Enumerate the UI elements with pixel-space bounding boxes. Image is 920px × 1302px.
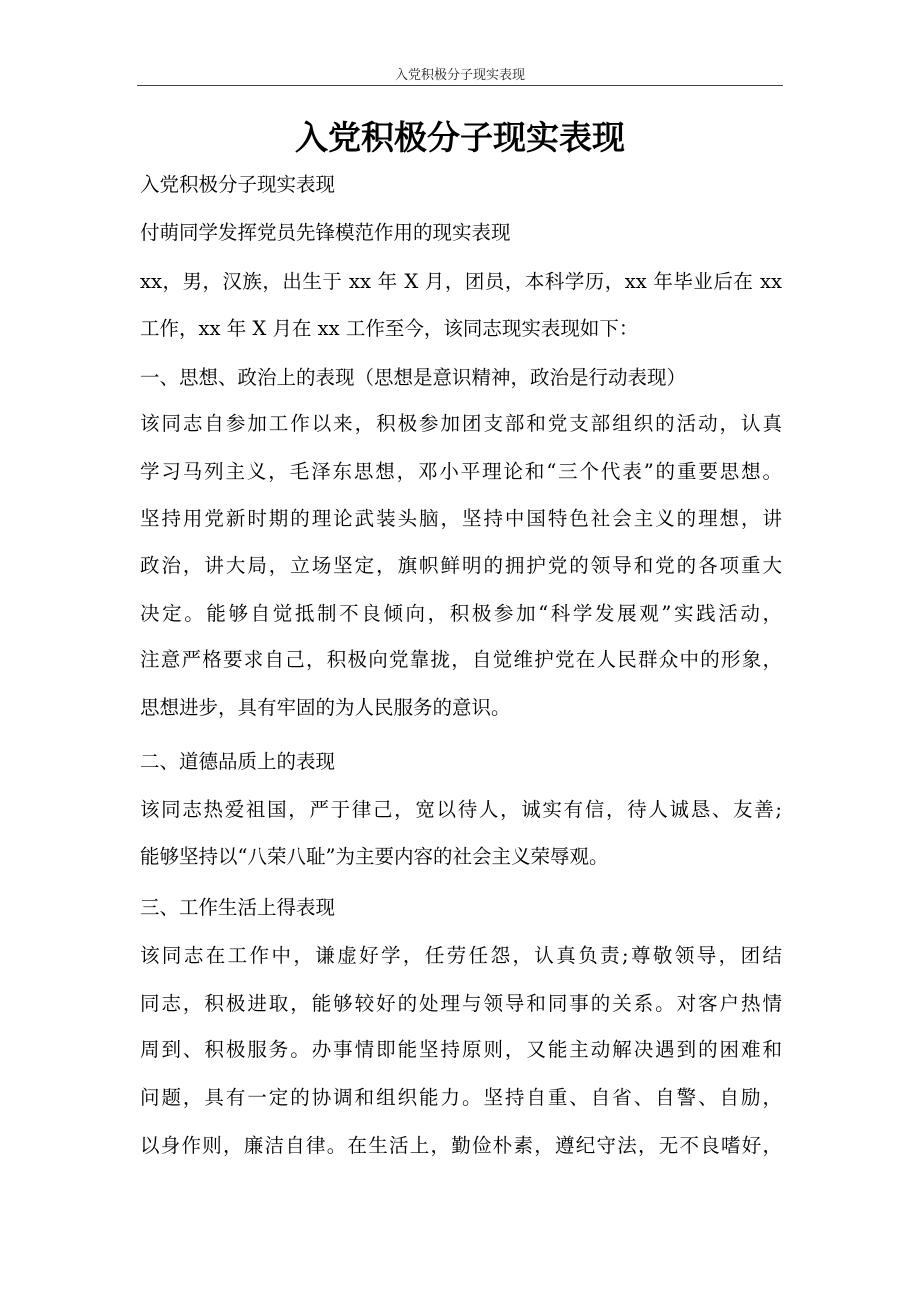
text-line: 入党积极分子现实表现 (140, 173, 336, 196)
header-rule (137, 85, 783, 86)
running-header: 入党积极分子现实表现 (394, 68, 525, 83)
text-line: 学习马列主义，毛泽东思想，邓小平理论和“三个代表”的重要思想。 (140, 460, 782, 483)
text-line: 问题，具有一定的协调和组织能力。坚持自重、自省、自警、自励， (140, 1086, 782, 1109)
document-title: 入党积极分子现实表现 (295, 118, 625, 157)
text-line: 一、思想、政治上的表现（思想是意识精神，政治是行动表现） (140, 366, 687, 389)
text-line: 周到、积极服务。办事情即能坚持原则，又能主动解决遇到的困难和 (140, 1038, 782, 1061)
text-line: 思想进步，具有牢固的为人民服务的意识。 (140, 696, 511, 719)
text-line: 该同志热爱祖国，严于律己，宽以待人，诚实有信，待人诚恳、友善; (140, 798, 782, 821)
text-line: 决定。能够自觉抵制不良倾向，积极参加“科学发展观”实践活动， (140, 602, 782, 625)
text-line: 同志，积极进取，能够较好的处理与领导和同事的关系。对客户热情 (140, 992, 782, 1015)
text-line: 工作，xx 年 X 月在 xx 工作至今，该同志现实表现如下： (140, 317, 639, 340)
text-line: 政治，讲大局，立场坚定，旗帜鲜明的拥护党的领导和党的各项重大 (140, 554, 782, 577)
text-line: 付萌同学发挥党员先锋模范作用的现实表现 (140, 221, 511, 244)
text-line: 该同志在工作中，谦虚好学，任劳任怨，认真负责;尊敬领导，团结 (140, 944, 782, 967)
text-line: 能够坚持以“八荣八耻”为主要内容的社会主义荣辱观。 (140, 845, 609, 868)
text-line: xx，男，汉族，出生于 xx 年 X 月，团员，本科学历，xx 年毕业后在 xx (140, 270, 782, 293)
text-line: 该同志自参加工作以来，积极参加团支部和党支部组织的活动，认真 (140, 412, 782, 435)
text-line: 三、工作生活上得表现 (140, 896, 336, 919)
text-line: 二、道德品质上的表现 (140, 750, 336, 773)
text-line: 以身作则，廉洁自律。在生活上，勤俭朴素，遵纪守法，无不良嗜好， (140, 1134, 782, 1157)
text-line: 注意严格要求自己，积极向党靠拢，自觉维护党在人民群众中的形象， (140, 648, 782, 671)
text-line: 坚持用党新时期的理论武装头脑，坚持中国特色社会主义的理想，讲 (140, 507, 782, 530)
